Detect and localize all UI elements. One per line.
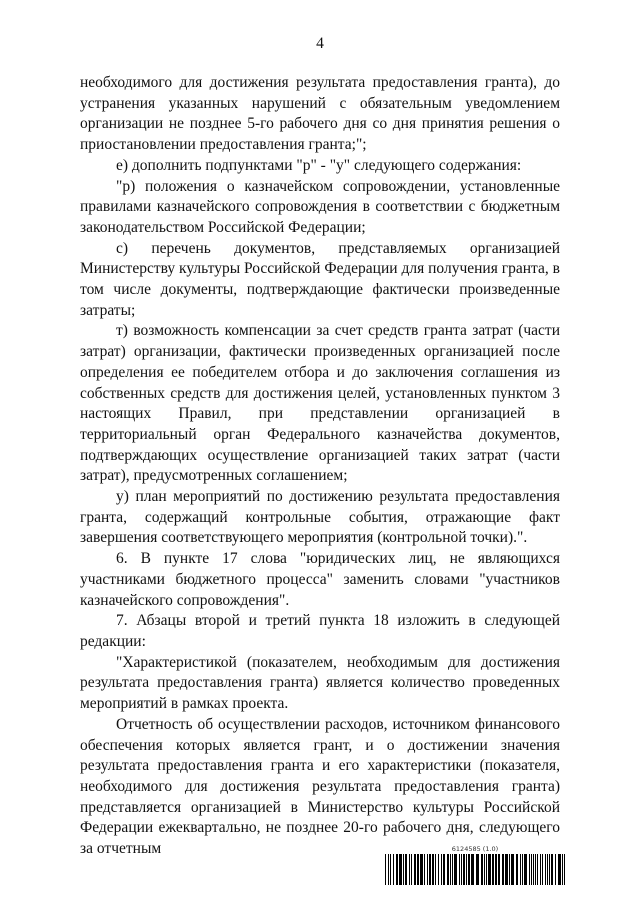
barcode-bar — [555, 854, 556, 885]
barcode-bar — [452, 854, 453, 885]
barcode-bar — [545, 854, 546, 885]
barcode-bar — [562, 854, 563, 885]
paragraph-subitem-s: с) перечень документов, представляемых организацией Министерству культуры Российской Федерации для получения гранта, в том числе документы, подтверждающие фактически произведенные затраты; — [80, 239, 560, 319]
barcode-bar — [443, 854, 445, 885]
barcode-bar — [427, 854, 428, 885]
barcode-bar — [450, 854, 451, 885]
barcode-bar — [509, 854, 510, 885]
paragraph-continuation: необходимого для достижения результата предоставления гранта), до устранения указанных нарушений с обязательным уведомлением организации не позднее 5-го рабочего дня со дня принятия решения о приостановлении предоставления гранта;"; — [80, 74, 560, 154]
barcode-bar — [432, 854, 434, 885]
barcode-bar — [531, 854, 532, 885]
barcode-bar — [429, 854, 431, 885]
barcode-bar — [435, 854, 436, 885]
barcode-bar — [495, 854, 497, 885]
barcode-bar — [411, 854, 412, 885]
barcode-bar — [524, 854, 527, 885]
barcode-bar — [488, 854, 491, 885]
barcode-bar — [471, 854, 474, 885]
barcode-bar — [535, 854, 536, 885]
barcode-bar — [537, 854, 538, 885]
paragraph-subitem-t: т) возможность компенсации за счет средств гранта затрат (части затрат) организации, фактически произведенных организацией после определения ее победителем отбора и до заключения соглашения из собственных средств для достижения целей, установленных пунктом 3 настоящих Правил, при представлении организацией в территориальный орган Федерального казначейства документов, подтверждающих осуществление организацией таких затрат (части затрат), предусмотренных соглашением; — [80, 322, 560, 485]
barcode-bar — [388, 854, 389, 885]
barcode-bar — [486, 854, 487, 885]
document-body — [80, 73, 560, 860]
barcode-bar — [454, 854, 457, 885]
barcode-bar — [476, 854, 479, 885]
barcode-bar — [549, 854, 550, 885]
barcode-bar — [540, 854, 541, 885]
barcode-bar — [547, 854, 548, 885]
barcode-bar — [551, 854, 553, 885]
paragraph-subitem-u: у) план мероприятий по достижению результата предоставления гранта, содержащий контрольные события, отражающие факт завершения соответствующего мероприятия (контрольной точки).". — [80, 488, 560, 547]
barcode-bar — [522, 854, 523, 885]
page-number: 4 — [316, 35, 324, 52]
paragraph-reporting: Отчетность об осуществлении расходов, источником финансового обеспечения которых является грант, и о достижении значения результата предоставления гранта и его характеристики (показателя, необходимого для достижения результата предоставления гранта) представляется организацией в Министерство культуры Российской Федерации ежеквартально, не позднее 20-го рабочего дня, следующего за отчетным — [80, 715, 560, 858]
paragraph-characteristic: "Характеристикой (показателем, необходимым для достижения результата предоставления гранта) является количество проведенных мероприятий в рамках проекта. — [80, 653, 560, 713]
barcode-bar — [505, 854, 508, 885]
barcode-bar — [409, 854, 410, 885]
barcode-bar — [417, 854, 419, 885]
document-code: 6124585 (1.0) — [451, 845, 499, 853]
barcode-bar — [461, 854, 462, 885]
barcode-bar — [390, 854, 391, 885]
barcode — [385, 854, 565, 885]
barcode-bar — [447, 854, 449, 885]
barcode-bar — [393, 854, 394, 885]
paragraph-subitem-r: "р) положения о казначейском сопровождении, установленные правилами казначейского сопровождения в соответствии с бюджетным законодательством Российской Федерации; — [80, 177, 560, 236]
barcode-bar — [481, 854, 483, 885]
barcode-bar — [403, 854, 404, 885]
barcode-bar — [511, 854, 514, 885]
barcode-bar — [492, 854, 494, 885]
barcode-bar — [542, 854, 543, 885]
barcode-bar — [438, 854, 439, 885]
barcode-bar — [502, 854, 504, 885]
barcode-bar — [529, 854, 530, 885]
paragraph-item-6: 6. В пункте 17 слова "юридических лиц, не являющихся участниками бюджетного процесса" заменить словами "участников казначейского сопровождения". — [80, 550, 560, 609]
barcode-bar — [420, 854, 423, 885]
paragraph-subitem-e: е) дополнить подпунктами "р" - "у" следующего содержания: — [116, 156, 522, 174]
barcode-bar — [484, 854, 485, 885]
barcode-bar — [459, 854, 460, 885]
barcode-bar — [441, 854, 442, 885]
barcode-bar — [498, 854, 500, 885]
document-footer — [385, 845, 565, 889]
barcode-bar — [399, 854, 402, 885]
barcode-bar — [396, 854, 398, 885]
paragraph-item-7: 7. Абзацы второй и третий пункта 18 изложить в следующей редакции: — [80, 612, 560, 650]
barcode-bar — [405, 854, 407, 885]
barcode-bar — [468, 854, 470, 885]
barcode-bar — [385, 854, 386, 885]
barcode-bar — [466, 854, 467, 885]
barcode-bar — [463, 854, 465, 885]
barcode-bar — [558, 854, 561, 885]
barcode-bar — [520, 854, 521, 885]
barcode-bar — [424, 854, 425, 885]
barcode-bar — [414, 854, 416, 885]
barcode-bar — [533, 854, 534, 885]
barcode-bar — [516, 854, 518, 885]
barcode-bar — [564, 854, 565, 885]
